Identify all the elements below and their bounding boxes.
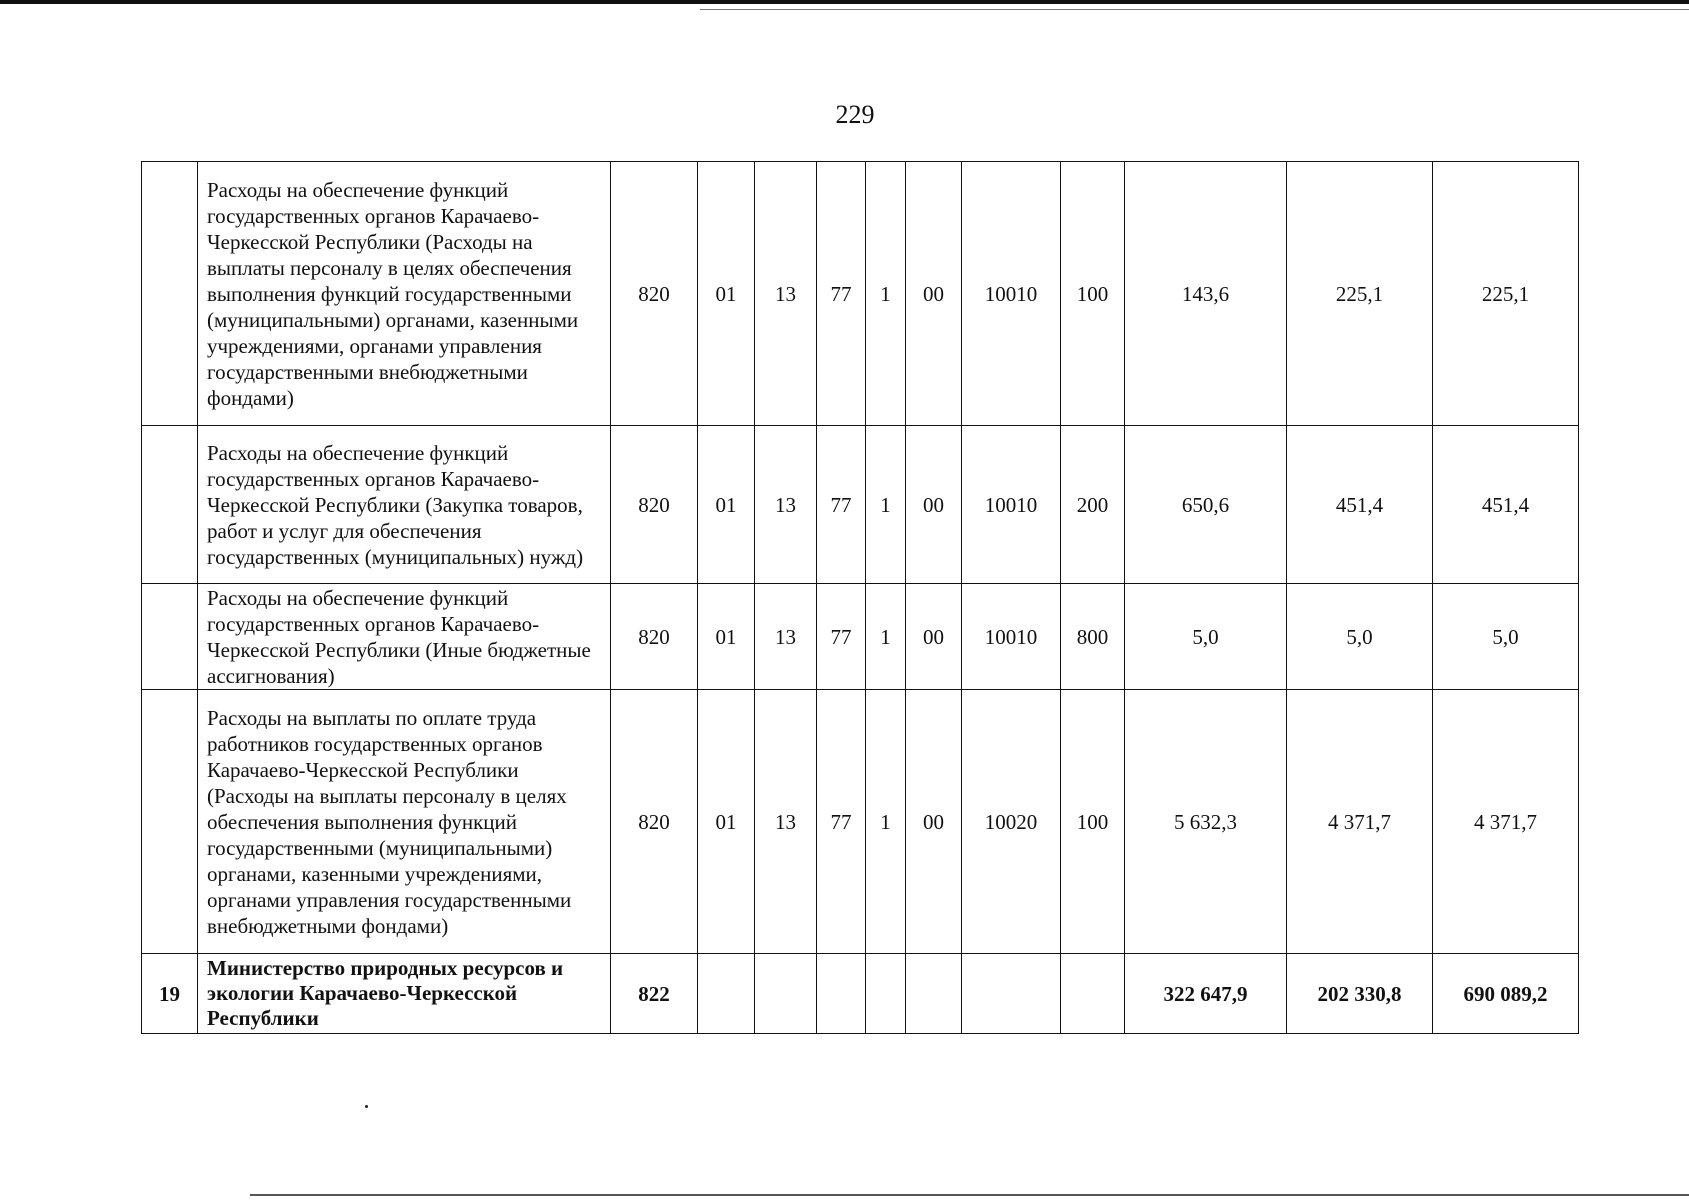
scan-bottom-line — [250, 1194, 1689, 1196]
code-activity: 00 — [906, 690, 962, 954]
code-subprogram: 1 — [866, 162, 906, 426]
scan-speck — [365, 1105, 368, 1108]
amount-year-2: 5,0 — [1287, 584, 1433, 690]
code-direction: 10010 — [962, 584, 1061, 690]
row-description: Министерство природных ресурсов и экологии Карачаево-Черкесской Республики — [198, 954, 611, 1034]
code-ministry: 820 — [611, 162, 698, 426]
code-section: 01 — [698, 426, 755, 584]
code-activity: 00 — [906, 584, 962, 690]
code-section: 01 — [698, 162, 755, 426]
code-section: 01 — [698, 690, 755, 954]
code-ministry: 822 — [611, 954, 698, 1034]
code-program: 77 — [817, 690, 866, 954]
amount-year-3: 4 371,7 — [1433, 690, 1579, 954]
code-program — [817, 954, 866, 1034]
amount-year-2: 202 330,8 — [1287, 954, 1433, 1034]
code-subprogram — [866, 954, 906, 1034]
amount-year-3: 225,1 — [1433, 162, 1579, 426]
code-subsection — [755, 954, 817, 1034]
code-activity: 00 — [906, 426, 962, 584]
amount-year-1: 322 647,9 — [1125, 954, 1287, 1034]
table-row — [142, 162, 1579, 426]
code-activity — [906, 954, 962, 1034]
code-subprogram: 1 — [866, 426, 906, 584]
code-program: 77 — [817, 162, 866, 426]
amount-year-2: 225,1 — [1287, 162, 1433, 426]
code-program: 77 — [817, 584, 866, 690]
amount-year-1: 5 632,3 — [1125, 690, 1287, 954]
code-expense-type: 100 — [1061, 162, 1125, 426]
amount-year-3: 5,0 — [1433, 584, 1579, 690]
row-index — [142, 690, 198, 954]
row-index: 19 — [142, 954, 198, 1034]
row-description: Расходы на обеспечение функций государственных органов Карачаево-Черкесской Республики (Иные бюджетные ассигнования) — [198, 584, 611, 690]
code-direction: 10020 — [962, 690, 1061, 954]
code-subsection: 13 — [755, 426, 817, 584]
code-ministry: 820 — [611, 426, 698, 584]
code-expense-type: 800 — [1061, 584, 1125, 690]
table-row — [142, 584, 1579, 690]
code-ministry: 820 — [611, 584, 698, 690]
scan-top-line — [700, 9, 1689, 10]
code-subprogram: 1 — [866, 584, 906, 690]
row-description: Расходы на обеспечение функций государственных органов Карачаево-Черкесской Республики (Расходы на выплаты персоналу в целях обеспечения выполнения функций государственными (муниципальными) органами, казенными учреждениями, органами управления государственными внебюджетными фондами) — [198, 162, 611, 426]
code-expense-type: 200 — [1061, 426, 1125, 584]
page-number: 229 — [835, 100, 875, 129]
amount-year-3: 690 089,2 — [1433, 954, 1579, 1034]
amount-year-3: 451,4 — [1433, 426, 1579, 584]
code-subsection: 13 — [755, 584, 817, 690]
table-row — [142, 426, 1579, 584]
row-description: Расходы на обеспечение функций государственных органов Карачаево-Черкесской Республики (Закупка товаров, работ и услуг для обеспечения государственных (муниципальных) нужд) — [198, 426, 611, 584]
code-activity: 00 — [906, 162, 962, 426]
code-program: 77 — [817, 426, 866, 584]
code-expense-type — [1061, 954, 1125, 1034]
table-row-ministry-total — [142, 954, 1579, 1034]
amount-year-2: 4 371,7 — [1287, 690, 1433, 954]
code-direction: 10010 — [962, 162, 1061, 426]
amount-year-1: 5,0 — [1125, 584, 1287, 690]
row-index — [142, 162, 198, 426]
scan-top-border — [0, 0, 1689, 4]
code-subprogram: 1 — [866, 690, 906, 954]
amount-year-1: 650,6 — [1125, 426, 1287, 584]
row-description: Расходы на выплаты по оплате труда работников государственных органов Карачаево-Черкесской Республики (Расходы на выплаты персоналу в целях обеспечения выполнения функций государственными (муниципальными) органами, казенными учреждениями, органами управления государственными внебюджетными фондами) — [198, 690, 611, 954]
row-index — [142, 584, 198, 690]
amount-year-2: 451,4 — [1287, 426, 1433, 584]
budget-table — [141, 161, 1579, 1034]
code-expense-type: 100 — [1061, 690, 1125, 954]
amount-year-1: 143,6 — [1125, 162, 1287, 426]
code-ministry: 820 — [611, 690, 698, 954]
code-subsection: 13 — [755, 162, 817, 426]
code-direction: 10010 — [962, 426, 1061, 584]
code-direction — [962, 954, 1061, 1034]
code-section — [698, 954, 755, 1034]
table-row — [142, 690, 1579, 954]
code-subsection: 13 — [755, 690, 817, 954]
row-index — [142, 426, 198, 584]
code-section: 01 — [698, 584, 755, 690]
